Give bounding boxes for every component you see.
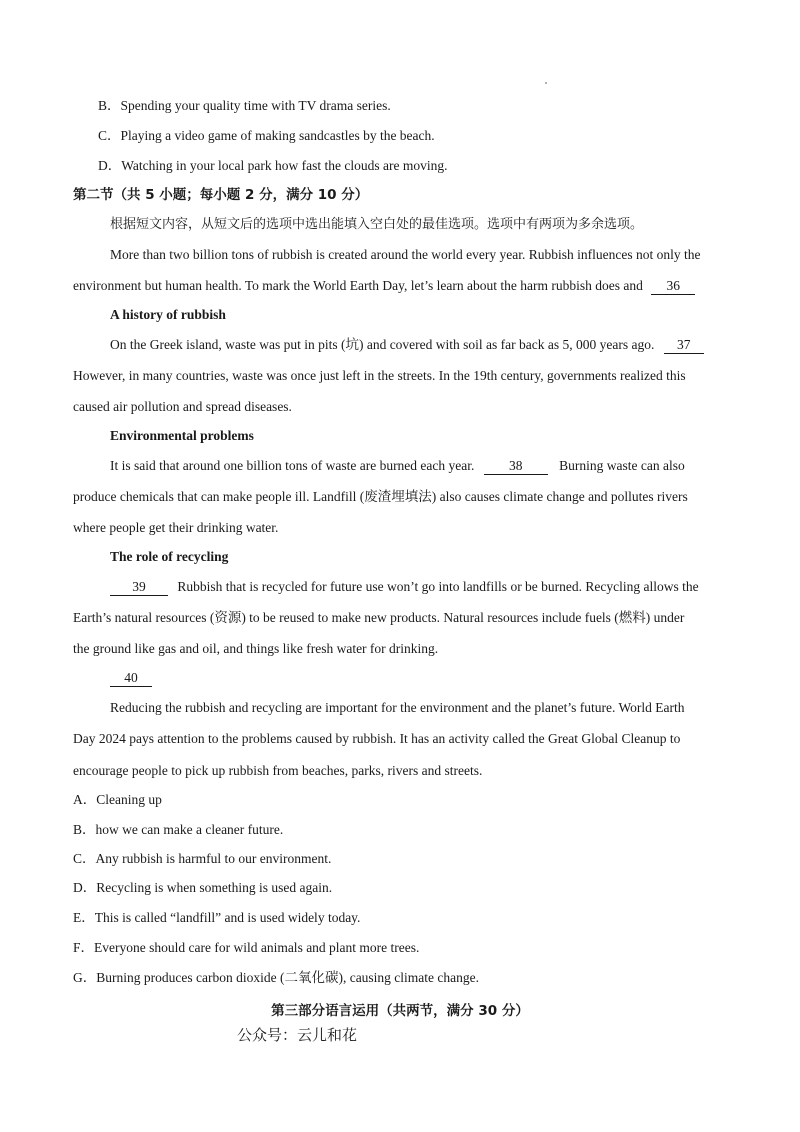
p5-line2: Day 2024 pays attention to the problems caused by rubbish. It has an activity called the Great Global Cleanup to (73, 731, 681, 746)
p2-line2: However, in many countries, waste was once just left in the streets. In the 19th century, governments realized this (73, 368, 686, 383)
p1-line1: More than two billion tons of rubbish is created around the world every year. Rubbish influences not only the (110, 247, 701, 262)
heading-environment: Environmental problems (110, 428, 254, 443)
p5-line3: encourage people to pick up rubbish from beaches, parks, rivers and streets. (73, 763, 483, 778)
p4-line3: the ground like gas and oil, and things like fresh water for drinking. (73, 641, 439, 656)
blank-38[interactable]: 38 (484, 458, 548, 475)
prev-option-d: D．Watching in your local park how fast the clouds are moving. (98, 158, 448, 173)
choice-c: C．Any rubbish is harmful to our environment. (73, 851, 332, 866)
blank-39[interactable]: 39 (110, 579, 168, 596)
blank-36[interactable]: 36 (651, 278, 695, 295)
p3-line3: where people get their drinking water. (73, 520, 279, 535)
heading-recycling: The role of recycling (110, 549, 229, 564)
p2-line3: caused air pollution and spread diseases. (73, 399, 292, 414)
section2-title: 第二节（共 5 小题；每小题 2 分，满分 10 分） (73, 187, 369, 203)
watermark-text: 公众号：云儿和花 (237, 1026, 358, 1044)
p3-line1 (110, 457, 685, 475)
choice-b: B．how we can make a cleaner future. (73, 822, 284, 837)
section2-instruction: 根据短文内容，从短文后的选项中选出能填入空白处的最佳选项。选项中有两项为多余选项。 (110, 217, 644, 232)
heading-history: A history of rubbish (110, 307, 226, 322)
choice-d: D．Recycling is when something is used again. (73, 880, 333, 895)
scan-dot (545, 82, 547, 84)
p1-line2-text: environment but human health. To mark the World Earth Day, let’s learn about the harm rubbish does and (73, 278, 643, 293)
p3-line2: produce chemicals that can make people ill. Landfill (废渣埋填法) also causes climate change and pollutes rivers (73, 489, 688, 504)
p2-line1 (110, 336, 704, 354)
p1-line2 (73, 277, 695, 295)
p2-line1-text: On the Greek island, waste was put in pits (坑) and covered with soil as far back as 5, 000 years ago. (110, 337, 655, 352)
p4-line1-text: Rubbish that is recycled for future use won’t go into landfills or be burned. Recycling allows the (177, 579, 699, 594)
p4-line1 (110, 578, 699, 596)
prev-option-c: C．Playing a video game of making sandcastles by the beach. (98, 128, 435, 143)
prev-option-b: B．Spending your quality time with TV drama series. (98, 98, 391, 113)
p3-line1-text-a: It is said that around one billion tons of waste are burned each year. (110, 458, 475, 473)
blank-40[interactable]: 40 (110, 670, 152, 687)
choice-g: G．Burning produces carbon dioxide (二氧化碳), causing climate change. (73, 970, 480, 985)
choice-a: A．Cleaning up (73, 792, 162, 807)
choice-f: F．Everyone should care for wild animals and plant more trees. (73, 940, 420, 955)
blank-37[interactable]: 37 (664, 337, 704, 354)
p-blank40-line (110, 669, 152, 687)
p5-line1: Reducing the rubbish and recycling are important for the environment and the planet’s future. World Earth (110, 700, 685, 715)
p3-line1-text-b: Burning waste can also (559, 458, 685, 473)
p4-line2: Earth’s natural resources (资源) to be reused to make new products. Natural resources include fuels (燃料) under (73, 610, 685, 625)
choice-e: E．This is called “landfill” and is used widely today. (73, 910, 361, 925)
part3-title: 第三部分语言运用（共两节，满分 30 分） (271, 1003, 529, 1019)
